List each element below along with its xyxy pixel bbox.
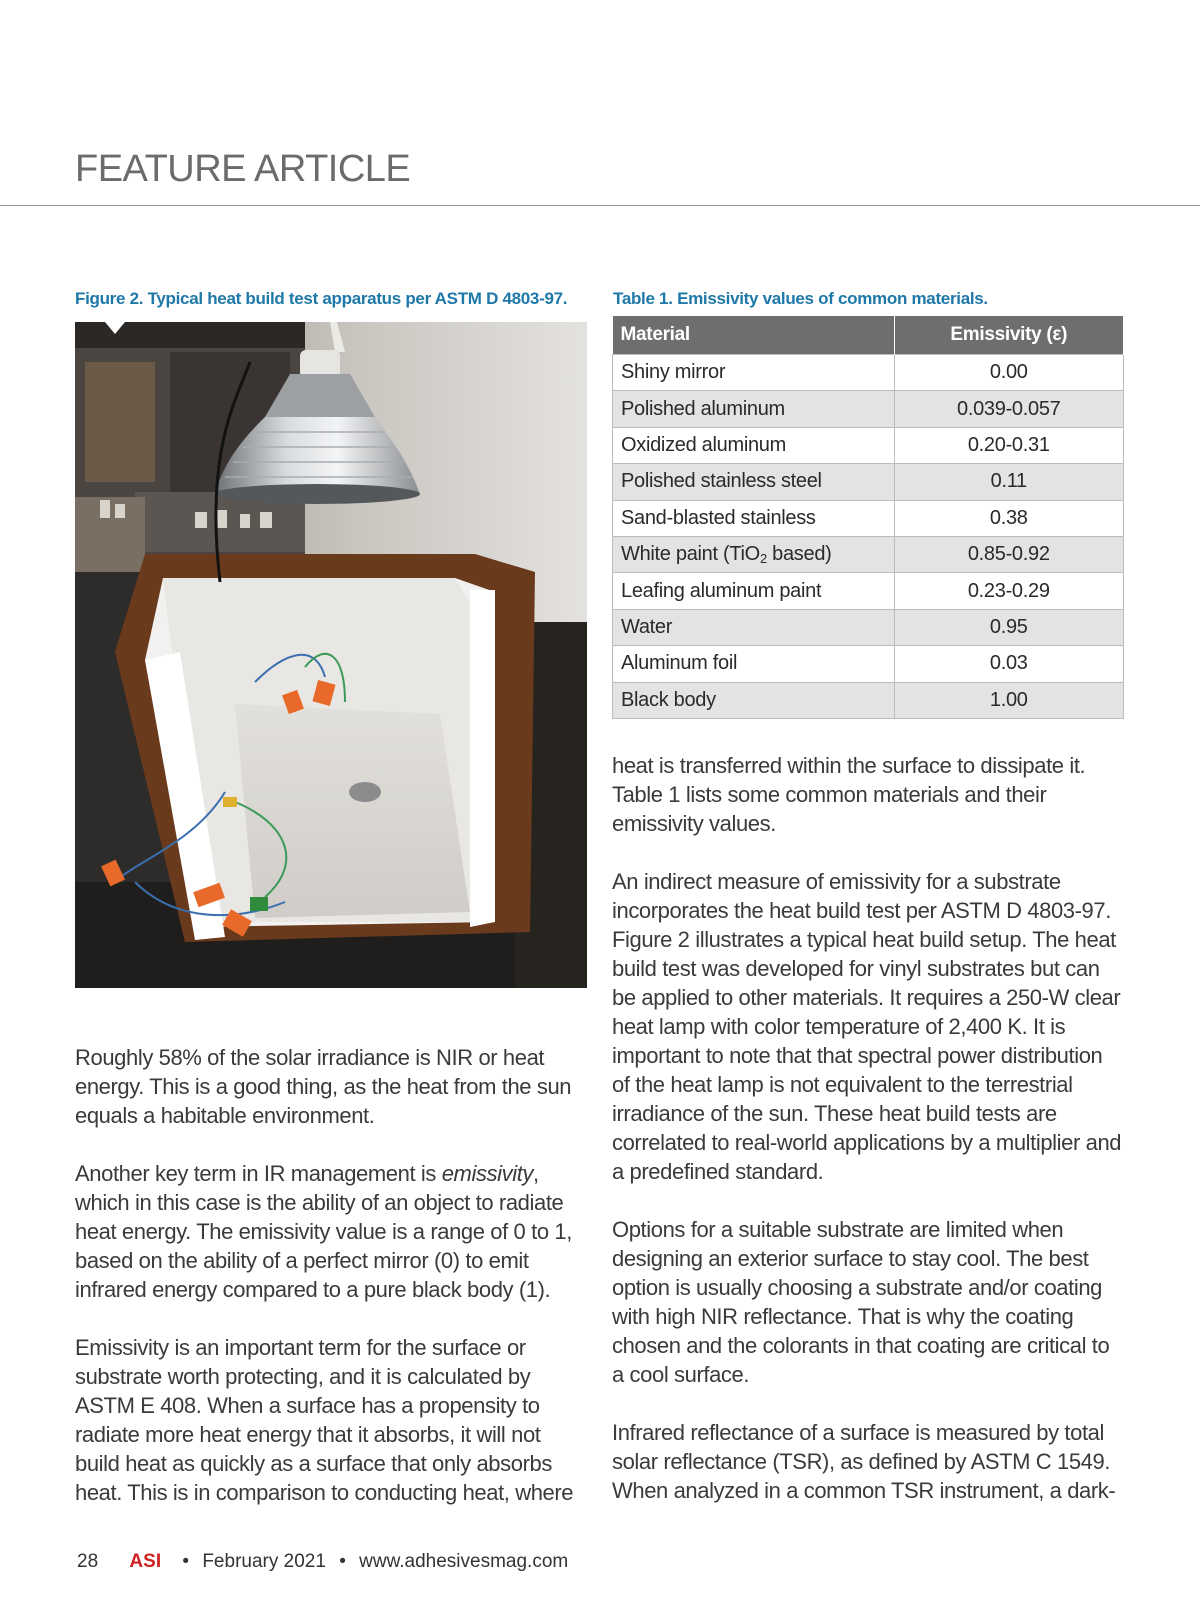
table-row [613,355,1124,391]
emissivity-cell: 0.85-0.92 [894,536,1124,572]
material-text: based) [766,543,832,566]
table-row [613,573,1124,609]
paragraph-text: Another key term in IR management is [75,1161,442,1186]
material-cell: Water [613,609,895,645]
material-cell: Polished aluminum [613,391,895,427]
material-cell: Polished stainless steel [613,464,895,500]
paragraph: Emissivity is an important term for the surface or substrate worth protecting, and it is calculated by ASTM E 408. When a surface has a propensity to radiate more heat energy that it absorbs, it will not build heat as quickly as a surface that only absorbs heat. This is in comparison to conducting heat, where [75,1335,574,1505]
emissivity-cell: 0.039-0.057 [894,391,1124,427]
page-number: 28 [77,1551,99,1572]
column-header-emissivity: Emissivity (ε) [894,316,1124,355]
emissivity-cell: 0.23-0.29 [894,573,1124,609]
section-title: FEATURE ARTICLE [75,148,411,190]
heat-build-apparatus-photo [75,322,587,988]
material-cell [613,536,895,572]
figure-caption: Figure 2. Typical heat build test apparatus per ASTM D 4803-97. [75,289,568,308]
table-row [613,391,1124,427]
separator-bullet: • [182,1551,190,1572]
material-cell: Aluminum foil [613,646,895,682]
material-cell: Black body [613,682,895,718]
emissivity-cell: 1.00 [894,682,1124,718]
table-row [613,427,1124,463]
emissivity-cell: 0.95 [894,609,1124,645]
separator-bullet: • [339,1551,346,1572]
emissivity-cell: 0.11 [894,464,1124,500]
table-caption: Table 1. Emissivity values of common materials. [613,289,988,308]
material-cell: Leafing aluminum paint [613,573,895,609]
paragraph [75,1159,585,1304]
emissivity-cell: 0.03 [894,646,1124,682]
table-row [613,500,1124,536]
table-row [613,646,1124,682]
paragraph: Infrared reflectance of a surface is measured by total solar reflectance (TSR), as defined by ASTM C 1549. When analyzed in a common TSR instrument, a dark- [612,1420,1116,1503]
emphasis-term: emissivity [441,1161,534,1186]
table-row [613,464,1124,500]
material-cell: Oxidized aluminum [613,427,895,463]
paragraph: Roughly 58% of the solar irradiance is NIR or heat energy. This is a good thing, as the heat from the sun equals a habitable environment. [75,1045,572,1128]
emissivity-cell: 0.00 [894,355,1124,391]
column-header-material: Material [613,316,895,355]
issue-date: February 2021 [202,1551,326,1572]
table-row [613,609,1124,645]
material-cell: Sand-blasted stainless [613,500,895,536]
table-row [613,536,1124,572]
paragraph-text: , which in this case is the ability of an object to radiate heat energy. The emissivity value is a range of 0 to 1, based on the ability of a perfect mirror (0) to emit infrared energy compared to a pure black body (1). [75,1161,572,1302]
paragraph: An indirect measure of emissivity for a substrate incorporates the heat build test per ASTM D 4803-97. Figure 2 illustrates a typical heat build setup. The heat build test was developed for vinyl substrates but can be applied to other materials. It requires a 250-W clear heat lamp with color temperature of 2,400 K. It is important to note that that spectral power distribution of the heat lamp is not equivalent to the terrestrial irradiance of the sun. These heat build tests are correlated to real-world applications by a multiplier and a predefined standard. [612,869,1122,1184]
paragraph: Options for a suitable substrate are limited when designing an exterior surface to stay cool. The best option is usually choosing a substrate and/or coating with high NIR reflectance. That is why the coating chosen and the colorants in that coating are critical to a cool surface. [612,1217,1110,1387]
header-divider [0,205,1200,206]
material-text: White paint (TiO [621,543,760,566]
table-row [613,682,1124,718]
paragraph: heat is transferred within the surface to dissipate it. Table 1 lists some common materials and their emissivity values. [612,753,1086,836]
publication-brand: ASI [129,1551,162,1572]
emissivity-cell: 0.20-0.31 [894,427,1124,463]
table-header-row [613,316,1124,355]
page-footer [77,1551,568,1573]
website-url: www.adhesivesmag.com [359,1551,569,1572]
emissivity-cell: 0.38 [894,500,1124,536]
material-subscript: 2 [759,551,767,567]
right-column-text [612,751,1122,1534]
left-column-text [75,1043,585,1536]
material-cell: Shiny mirror [613,355,895,391]
emissivity-table [612,316,1124,719]
